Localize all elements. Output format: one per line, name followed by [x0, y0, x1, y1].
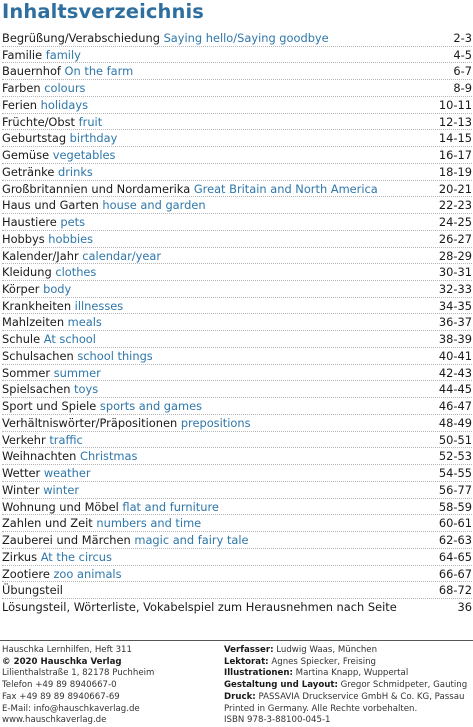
- toc-entry-german: Verkehr: [2, 432, 46, 447]
- toc-entry-english: house and garden: [102, 198, 206, 213]
- toc-entry-german: Schulsachen: [2, 348, 74, 363]
- credit-label: Lektorat:: [224, 656, 269, 667]
- credit-label: Illustrationen:: [224, 668, 293, 679]
- toc-entry-german: Begrüßung/Verabschiedung: [2, 31, 160, 45]
- toc-entry-german: Krankheiten: [2, 298, 72, 313]
- toc-entry-page: 42-43: [438, 365, 472, 380]
- toc-entry-german: Wetter: [2, 466, 41, 481]
- toc-entry-page: 24-25: [438, 215, 472, 230]
- imprint-footer: [0, 640, 473, 726]
- credit-line: [224, 692, 467, 704]
- publisher-line-text: © 2020 Hauschka Verlag: [2, 656, 122, 667]
- toc-entry-page: 58-59: [438, 499, 472, 514]
- toc-entry: [2, 164, 472, 181]
- toc-entry: [2, 231, 472, 248]
- toc-entry-german: Farben: [2, 81, 41, 96]
- toc-entry-german: Lösungsteil, Wörterliste, Vokabelspiel zum Herausnehmen nach Seite: [2, 599, 397, 614]
- toc-entry-page: 64-65: [438, 549, 472, 564]
- toc-entry-page: 68-72: [438, 583, 472, 598]
- toc-entry-page: 46-47: [438, 399, 472, 414]
- toc-entry-page: 48-49: [438, 415, 472, 430]
- toc-entry-german: Bauernhof: [2, 64, 61, 79]
- toc-entry: [2, 248, 472, 265]
- toc-entry-german: Verhältniswörter/Präpositionen: [2, 415, 178, 430]
- toc-entry-english: colours: [44, 81, 86, 96]
- toc-entry-english: sports and games: [99, 399, 203, 414]
- toc-entry: [2, 114, 472, 131]
- toc-entry-german: Haustiere: [2, 215, 57, 230]
- toc-entry-german: Geburtstag: [2, 131, 67, 146]
- toc-entry-english: birthday: [69, 131, 118, 146]
- toc-entry-german: Hobbys: [2, 231, 45, 246]
- toc-entry-english: At school: [43, 332, 96, 347]
- toc-entry-english: hobbies: [48, 231, 94, 246]
- toc-entry-german: Mahlzeiten: [2, 315, 65, 330]
- toc-entry-english: magic and fairy tale: [134, 533, 249, 548]
- toc-entry-english: Great Britain and North America: [193, 181, 378, 196]
- toc-entry-german: Spielsachen: [2, 382, 71, 397]
- toc-entry-page: 36: [457, 599, 472, 614]
- toc-entry-german: Früchte/Obst: [2, 114, 76, 129]
- toc-entry-page: 32-33: [438, 282, 472, 297]
- toc-entry-english: traffic: [49, 432, 83, 447]
- toc-entry-english: vegetables: [52, 148, 116, 163]
- toc-entry-page: 44-45: [438, 382, 472, 397]
- publisher-info: [2, 645, 154, 727]
- toc-entry-german: Gemüse: [2, 148, 50, 163]
- toc-entry-page: 22-23: [438, 198, 472, 213]
- toc-entry: [2, 448, 472, 465]
- toc-entry-english: winter: [43, 482, 80, 497]
- toc-entry-page: 50-51: [438, 432, 472, 447]
- toc-entry: [2, 147, 472, 164]
- credit-value: Agnes Spiecker, Freising: [271, 656, 377, 667]
- toc-entry: [2, 465, 472, 482]
- toc-entry-english: pets: [60, 215, 86, 230]
- toc-entry: [2, 298, 472, 315]
- toc-entry: [2, 381, 472, 398]
- publisher-line: [2, 657, 154, 669]
- toc-entry-english: illnesses: [74, 298, 124, 313]
- toc-entry-german: Haus und Garten: [2, 198, 99, 213]
- toc-entry: [2, 566, 472, 583]
- credit-value: ISBN 978-3-88100-045-1: [224, 715, 331, 726]
- toc-entry: [2, 482, 472, 499]
- publisher-line: Hauschka Lernhilfen, Heft 311: [2, 645, 132, 655]
- toc-entry-page: 54-55: [438, 466, 472, 481]
- toc-entry-english: At the circus: [40, 549, 112, 564]
- toc-entry-page: 60-61: [438, 516, 472, 531]
- toc-entry-page: 4-5: [453, 47, 472, 62]
- credit-label: Druck:: [224, 691, 256, 702]
- toc-entry-page: 56-77: [438, 482, 472, 497]
- toc-entry-english: Saying hello/Saying goodbye: [163, 31, 329, 45]
- toc-entry: [2, 432, 472, 449]
- toc-entry: [2, 30, 472, 47]
- credit-line: [224, 657, 467, 669]
- credit-line: [224, 645, 467, 657]
- toc-entry-english: school things: [77, 348, 153, 363]
- toc-entry: [2, 130, 472, 147]
- toc-entry-page: 12-13: [438, 114, 472, 129]
- toc-entry-page: 30-31: [438, 265, 472, 280]
- toc-entry-page: 52-53: [438, 449, 472, 464]
- toc-entry-english: meals: [67, 315, 102, 330]
- credit-value: Gregor Schmidpeter, Gauting: [340, 680, 468, 691]
- toc-entry-english: toys: [74, 382, 99, 397]
- toc-entry-page: 14-15: [438, 131, 472, 146]
- toc-entry-page: 20-21: [438, 181, 472, 196]
- toc-entry-german: Kalender/Jahr: [2, 248, 79, 263]
- toc-entry-german: Winter: [2, 482, 40, 497]
- toc-entry-german: Zirkus: [2, 549, 38, 564]
- toc-entry-english: Christmas: [80, 449, 138, 464]
- toc-entry: [2, 214, 472, 231]
- toc-entry: [2, 582, 472, 599]
- credit-line: [224, 680, 467, 692]
- credit-value: Martina Knapp, Wuppertal: [295, 668, 409, 679]
- toc-entry-german: Zootiere: [2, 566, 50, 581]
- publisher-line: E-Mail: info@hauschkaverlag.de: [2, 703, 140, 714]
- toc-entry-page: 2-3: [453, 31, 472, 45]
- toc-entry: [2, 97, 472, 114]
- toc-entry-german: Weihnachten: [2, 449, 77, 464]
- toc-entry-german: Zauberei und Märchen: [2, 533, 131, 548]
- toc-entry: [2, 599, 472, 616]
- credit-value: PASSAVIA Druckservice GmbH & Co. KG, Passau: [258, 691, 465, 702]
- toc-entry: [2, 181, 472, 198]
- toc-entry-page: 34-35: [438, 298, 472, 313]
- toc-entry: [2, 549, 472, 566]
- credit-line: [224, 715, 467, 727]
- toc-entry-page: 26-27: [438, 231, 472, 246]
- toc-entry-page: 28-29: [438, 248, 472, 263]
- toc-entry: [2, 63, 472, 80]
- credit-value: Ludwig Waas, München: [276, 645, 378, 655]
- toc-entry-english: holidays: [40, 97, 89, 112]
- credits-info: [224, 645, 467, 727]
- credit-value: Printed in Germany. Alle Rechte vorbehalten.: [224, 703, 418, 714]
- toc-entry-english: family: [45, 47, 81, 62]
- toc-entry-english: zoo animals: [53, 566, 122, 581]
- toc-entry-german: Familie: [2, 47, 43, 62]
- toc-entry-english: fruit: [78, 114, 103, 129]
- credit-line: [224, 668, 467, 680]
- toc-entry-german: Schule: [2, 332, 41, 347]
- publisher-line: Telefon +49 89 8940667-0: [2, 680, 117, 691]
- toc-entry: [2, 415, 472, 432]
- table-of-contents: [2, 30, 472, 616]
- page-title: Inhaltsverzeichnis: [2, 0, 205, 23]
- toc-entry-german: Getränke: [2, 164, 55, 179]
- toc-entry-english: calendar/year: [82, 248, 162, 263]
- toc-entry-german: Kleidung: [2, 265, 52, 280]
- toc-entry: [2, 47, 472, 64]
- toc-entry-page: 10-11: [438, 97, 472, 112]
- toc-entry-german: Wohnung und Möbel: [2, 499, 119, 514]
- publisher-line: www.hauschkaverlag.de: [2, 715, 107, 726]
- credit-label: Verfasser:: [224, 645, 274, 655]
- toc-entry-english: clothes: [55, 265, 97, 280]
- toc-entry-page: 6-7: [453, 64, 472, 79]
- toc-entry-german: Übungsteil: [2, 583, 63, 598]
- toc-entry: [2, 515, 472, 532]
- toc-entry: [2, 281, 472, 298]
- toc-entry: [2, 314, 472, 331]
- toc-entry-english: numbers and time: [96, 516, 202, 531]
- toc-entry: [2, 365, 472, 382]
- toc-entry-english: drinks: [58, 164, 93, 179]
- toc-entry-german: Großbritannien und Nordamerika: [2, 181, 191, 196]
- credit-label: Gestaltung und Layout:: [224, 680, 338, 691]
- toc-entry-english: body: [43, 282, 72, 297]
- credit-line: [224, 704, 467, 716]
- toc-entry-page: 62-63: [438, 533, 472, 548]
- toc-entry: [2, 80, 472, 97]
- toc-entry-page: 66-67: [438, 566, 472, 581]
- publisher-line: Fax +49 89 89 8940667-69: [2, 691, 120, 702]
- toc-entry-german: Körper: [2, 282, 40, 297]
- toc-entry-page: 8-9: [453, 81, 472, 96]
- toc-entry-german: Zahlen und Zeit: [2, 516, 93, 531]
- toc-entry-page: 36-37: [438, 315, 472, 330]
- toc-entry-german: Sommer: [2, 365, 51, 380]
- toc-entry-english: On the farm: [64, 64, 134, 79]
- toc-entry-english: summer: [53, 365, 101, 380]
- toc-entry-page: 38-39: [438, 332, 472, 347]
- toc-entry: [2, 264, 472, 281]
- toc-entry: [2, 331, 472, 348]
- toc-entry: [2, 398, 472, 415]
- toc-entry: [2, 532, 472, 549]
- toc-entry-english: flat and furniture: [122, 499, 219, 514]
- toc-entry-page: 40-41: [438, 348, 472, 363]
- toc-entry: [2, 499, 472, 516]
- toc-entry-english: prepositions: [180, 415, 251, 430]
- toc-entry-german: Sport und Spiele: [2, 399, 97, 414]
- toc-entry-page: 18-19: [438, 164, 472, 179]
- toc-entry-german: Ferien: [2, 97, 38, 112]
- toc-entry: [2, 197, 472, 214]
- toc-entry-english: weather: [43, 466, 91, 481]
- toc-entry-page: 16-17: [438, 148, 472, 163]
- toc-entry: [2, 348, 472, 365]
- publisher-line: Lilienthalstraße 1, 82178 Puchheim: [2, 668, 155, 679]
